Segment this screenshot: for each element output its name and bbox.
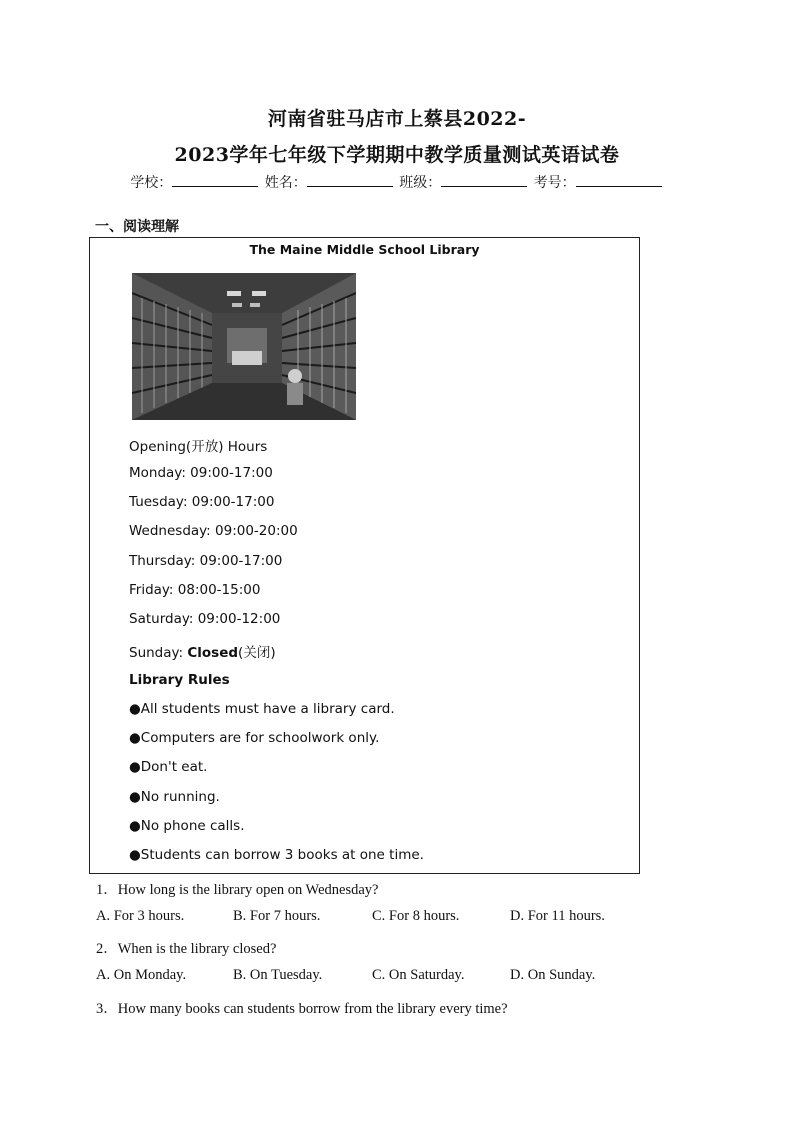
name-label: 姓名： bbox=[264, 175, 307, 191]
school-label: 学校： bbox=[130, 175, 173, 191]
exam-title-line1: 河南省驻马店市上蔡县2022- bbox=[267, 108, 527, 130]
passage-box bbox=[89, 237, 640, 874]
hours-friday: Friday: 08:00-15:00 bbox=[129, 582, 261, 598]
class-label: 班级： bbox=[399, 175, 442, 191]
sunday-label: Sunday: bbox=[129, 645, 188, 661]
q2-option-a[interactable]: A. On Monday. bbox=[96, 967, 187, 983]
question-2-stem: 2．When is the library closed? bbox=[96, 941, 277, 957]
section-heading: 一、阅读理解 bbox=[95, 219, 179, 235]
passage-title: The Maine Middle School Library bbox=[249, 242, 480, 257]
student-info-row bbox=[0, 172, 794, 192]
hours-monday: Monday: 09:00-17:00 bbox=[129, 465, 273, 481]
exam-number-blank[interactable] bbox=[576, 174, 662, 187]
q1-option-a[interactable]: A. For 3 hours. bbox=[96, 908, 185, 924]
rule-item: ●No phone calls. bbox=[129, 818, 245, 834]
q2-option-b[interactable]: B. On Tuesday. bbox=[233, 967, 323, 983]
hours-heading: Opening(开放) Hours bbox=[129, 439, 268, 455]
school-blank[interactable] bbox=[172, 174, 258, 187]
q1-option-c[interactable]: C. For 8 hours. bbox=[372, 908, 460, 924]
sunday-note: (关闭) bbox=[238, 645, 276, 661]
exam-number-label: 考号： bbox=[533, 175, 576, 191]
hours-thursday: Thursday: 09:00-17:00 bbox=[129, 553, 283, 569]
hours-saturday: Saturday: 09:00-12:00 bbox=[129, 611, 281, 627]
rule-item: ●Don't eat. bbox=[129, 759, 208, 775]
question-1-stem: 1．How long is the library open on Wednesday? bbox=[96, 882, 379, 898]
exam-title-line2: 2023学年七年级下学期期中教学质量测试英语试卷 bbox=[174, 144, 620, 166]
q2-option-d[interactable]: D. On Sunday. bbox=[510, 967, 596, 983]
question-3-stem: 3．How many books can students borrow from the library every time? bbox=[96, 1001, 508, 1017]
hours-tuesday: Tuesday: 09:00-17:00 bbox=[129, 494, 275, 510]
hours-wednesday: Wednesday: 09:00-20:00 bbox=[129, 523, 298, 539]
library-photo bbox=[132, 273, 356, 420]
rule-item: ●Computers are for schoolwork only. bbox=[129, 730, 380, 746]
rules-heading: Library Rules bbox=[129, 672, 230, 688]
library-photo-image bbox=[132, 273, 356, 420]
q2-option-c[interactable]: C. On Saturday. bbox=[372, 967, 465, 983]
rule-item: ●Students can borrow 3 books at one time. bbox=[129, 847, 424, 863]
rule-item: ●All students must have a library card. bbox=[129, 701, 395, 717]
hours-sunday bbox=[129, 641, 276, 661]
name-blank[interactable] bbox=[307, 174, 393, 187]
class-blank[interactable] bbox=[441, 174, 527, 187]
rule-item: ●No running. bbox=[129, 789, 220, 805]
q1-option-d[interactable]: D. For 11 hours. bbox=[510, 908, 605, 924]
sunday-closed: Closed bbox=[187, 645, 239, 661]
q1-option-b[interactable]: B. For 7 hours. bbox=[233, 908, 321, 924]
